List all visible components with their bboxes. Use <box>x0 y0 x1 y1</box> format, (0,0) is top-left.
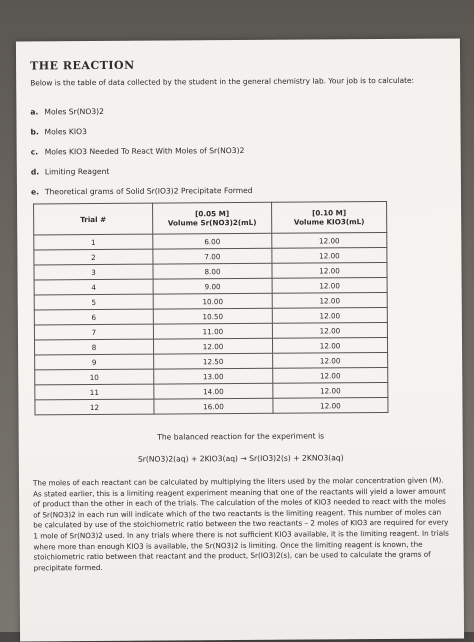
trial-cell: 12 <box>35 399 154 415</box>
trial-header: Trial # <box>34 203 153 235</box>
srno3-volume-cell: 10.00 <box>153 293 272 309</box>
trial-cell: 6 <box>34 309 153 325</box>
data-table <box>33 201 388 415</box>
worksheet-page <box>16 38 464 641</box>
kio3-volume-cell: 12.00 <box>272 262 387 278</box>
trial-cell: 7 <box>34 324 153 340</box>
table-row <box>35 397 388 414</box>
volume-srno3-header <box>153 202 272 234</box>
kio3-volume-cell: 12.00 <box>272 322 387 338</box>
table-body <box>34 232 388 414</box>
task-letter: b. <box>30 127 39 137</box>
srno3-volume-cell: 8.00 <box>153 263 272 279</box>
srno3-volume-cell: 12.00 <box>153 338 272 354</box>
task-item <box>31 165 441 188</box>
srno3-concentration: [0.05 M] <box>195 209 230 219</box>
task-text: Moles KIO3 <box>44 127 87 137</box>
task-letter: d. <box>30 167 40 177</box>
task-item <box>30 105 440 128</box>
page-title: THE REACTION <box>30 58 135 73</box>
table-header-row <box>34 201 387 234</box>
task-text: Limiting Reagent <box>44 166 110 177</box>
kio3-volume-cell: 12.00 <box>273 397 388 413</box>
task-text: Moles KIO3 Needed To React With Moles of Sr(NO3)2 <box>44 145 245 157</box>
srno3-volume-cell: 11.00 <box>153 323 272 339</box>
kio3-volume-cell: 12.00 <box>273 352 388 368</box>
trial-cell: 5 <box>34 294 153 310</box>
kio3-volume-cell: 12.00 <box>272 247 387 263</box>
srno3-volume-cell: 9.00 <box>153 278 272 294</box>
srno3-volume-cell: 6.00 <box>153 233 272 249</box>
kio3-volume-cell: 12.00 <box>273 367 388 383</box>
trial-cell: 3 <box>34 264 153 280</box>
srno3-volume-label: Volume Sr(NO3)2(mL) <box>167 217 257 228</box>
srno3-volume-cell: 16.00 <box>154 398 273 414</box>
kio3-volume-cell: 12.00 <box>272 292 387 308</box>
task-list <box>30 105 441 208</box>
kio3-volume-label: Volume KIO3(mL) <box>293 217 365 227</box>
balanced-reaction-title: The balanced reaction for the experiment is <box>157 431 325 442</box>
srno3-volume-cell: 14.00 <box>154 383 273 399</box>
task-item <box>31 145 441 168</box>
trial-cell: 1 <box>34 234 153 250</box>
volume-kio3-header <box>272 201 387 233</box>
srno3-volume-cell: 7.00 <box>153 248 272 264</box>
trial-cell: 2 <box>34 249 153 265</box>
kio3-volume-cell: 12.00 <box>273 382 388 398</box>
kio3-volume-cell: 12.00 <box>272 277 387 293</box>
kio3-volume-cell: 12.00 <box>272 307 387 323</box>
task-letter: e. <box>30 187 40 197</box>
task-text: Theoretical grams of Solid Sr(IO3)2 Precipitate Formed <box>44 185 253 197</box>
srno3-volume-cell: 10.50 <box>153 308 272 324</box>
trial-cell: 8 <box>34 339 153 355</box>
task-letter: c. <box>30 147 39 157</box>
task-item <box>31 125 441 148</box>
trial-cell: 10 <box>35 369 154 385</box>
kio3-volume-cell: 12.00 <box>272 232 387 248</box>
explanation-paragraph: The moles of each reactant can be calculated by multiplying the liters used by the molar concentration given (M). As stated earlier, this is a limiting reagent experiment meaning that one of the reactants will yield a lower amount of product than the other in each of the trials. The calculation of the moles of KIO3 needed to react with the moles of Sr(NO3)2 in each run will indicate which of the two reactants is the limiting reagent. This number of moles can be calculated by use of the stoichiometric ratio between the two reactants – 2 moles of KIO3 are required for every 1 mole of Sr(NO3)2 used. In any trials where there is not sufficient KIO3 available, it is the limiting reagent. In trials where more than enough KIO3 is available, the Sr(NO3)2 is limiting. Once the limiting reagent is known, the stoichiometric ratio between that reactant and the product, Sr(IO3)2(s), can be used to calculate the grams of precipitate formed. <box>32 475 449 573</box>
task-letter: a. <box>30 107 39 117</box>
kio3-volume-cell: 12.00 <box>272 337 387 353</box>
balanced-equation: Sr(NO3)2(aq) + 2KIO3(aq) → Sr(IO3)2(s) + 2KNO3(aq) <box>137 453 344 464</box>
trial-cell: 11 <box>35 384 154 400</box>
trial-cell: 4 <box>34 279 153 295</box>
task-text: Moles Sr(NO3)2 <box>44 106 104 117</box>
kio3-concentration: [0.10 M] <box>312 208 347 218</box>
srno3-volume-cell: 13.00 <box>154 368 273 384</box>
srno3-volume-cell: 12.50 <box>154 353 273 369</box>
intro-text: Below is the table of data collected by the student in the general chemistry lab. Your job is to calculate: <box>30 75 415 88</box>
trial-cell: 9 <box>35 354 154 370</box>
